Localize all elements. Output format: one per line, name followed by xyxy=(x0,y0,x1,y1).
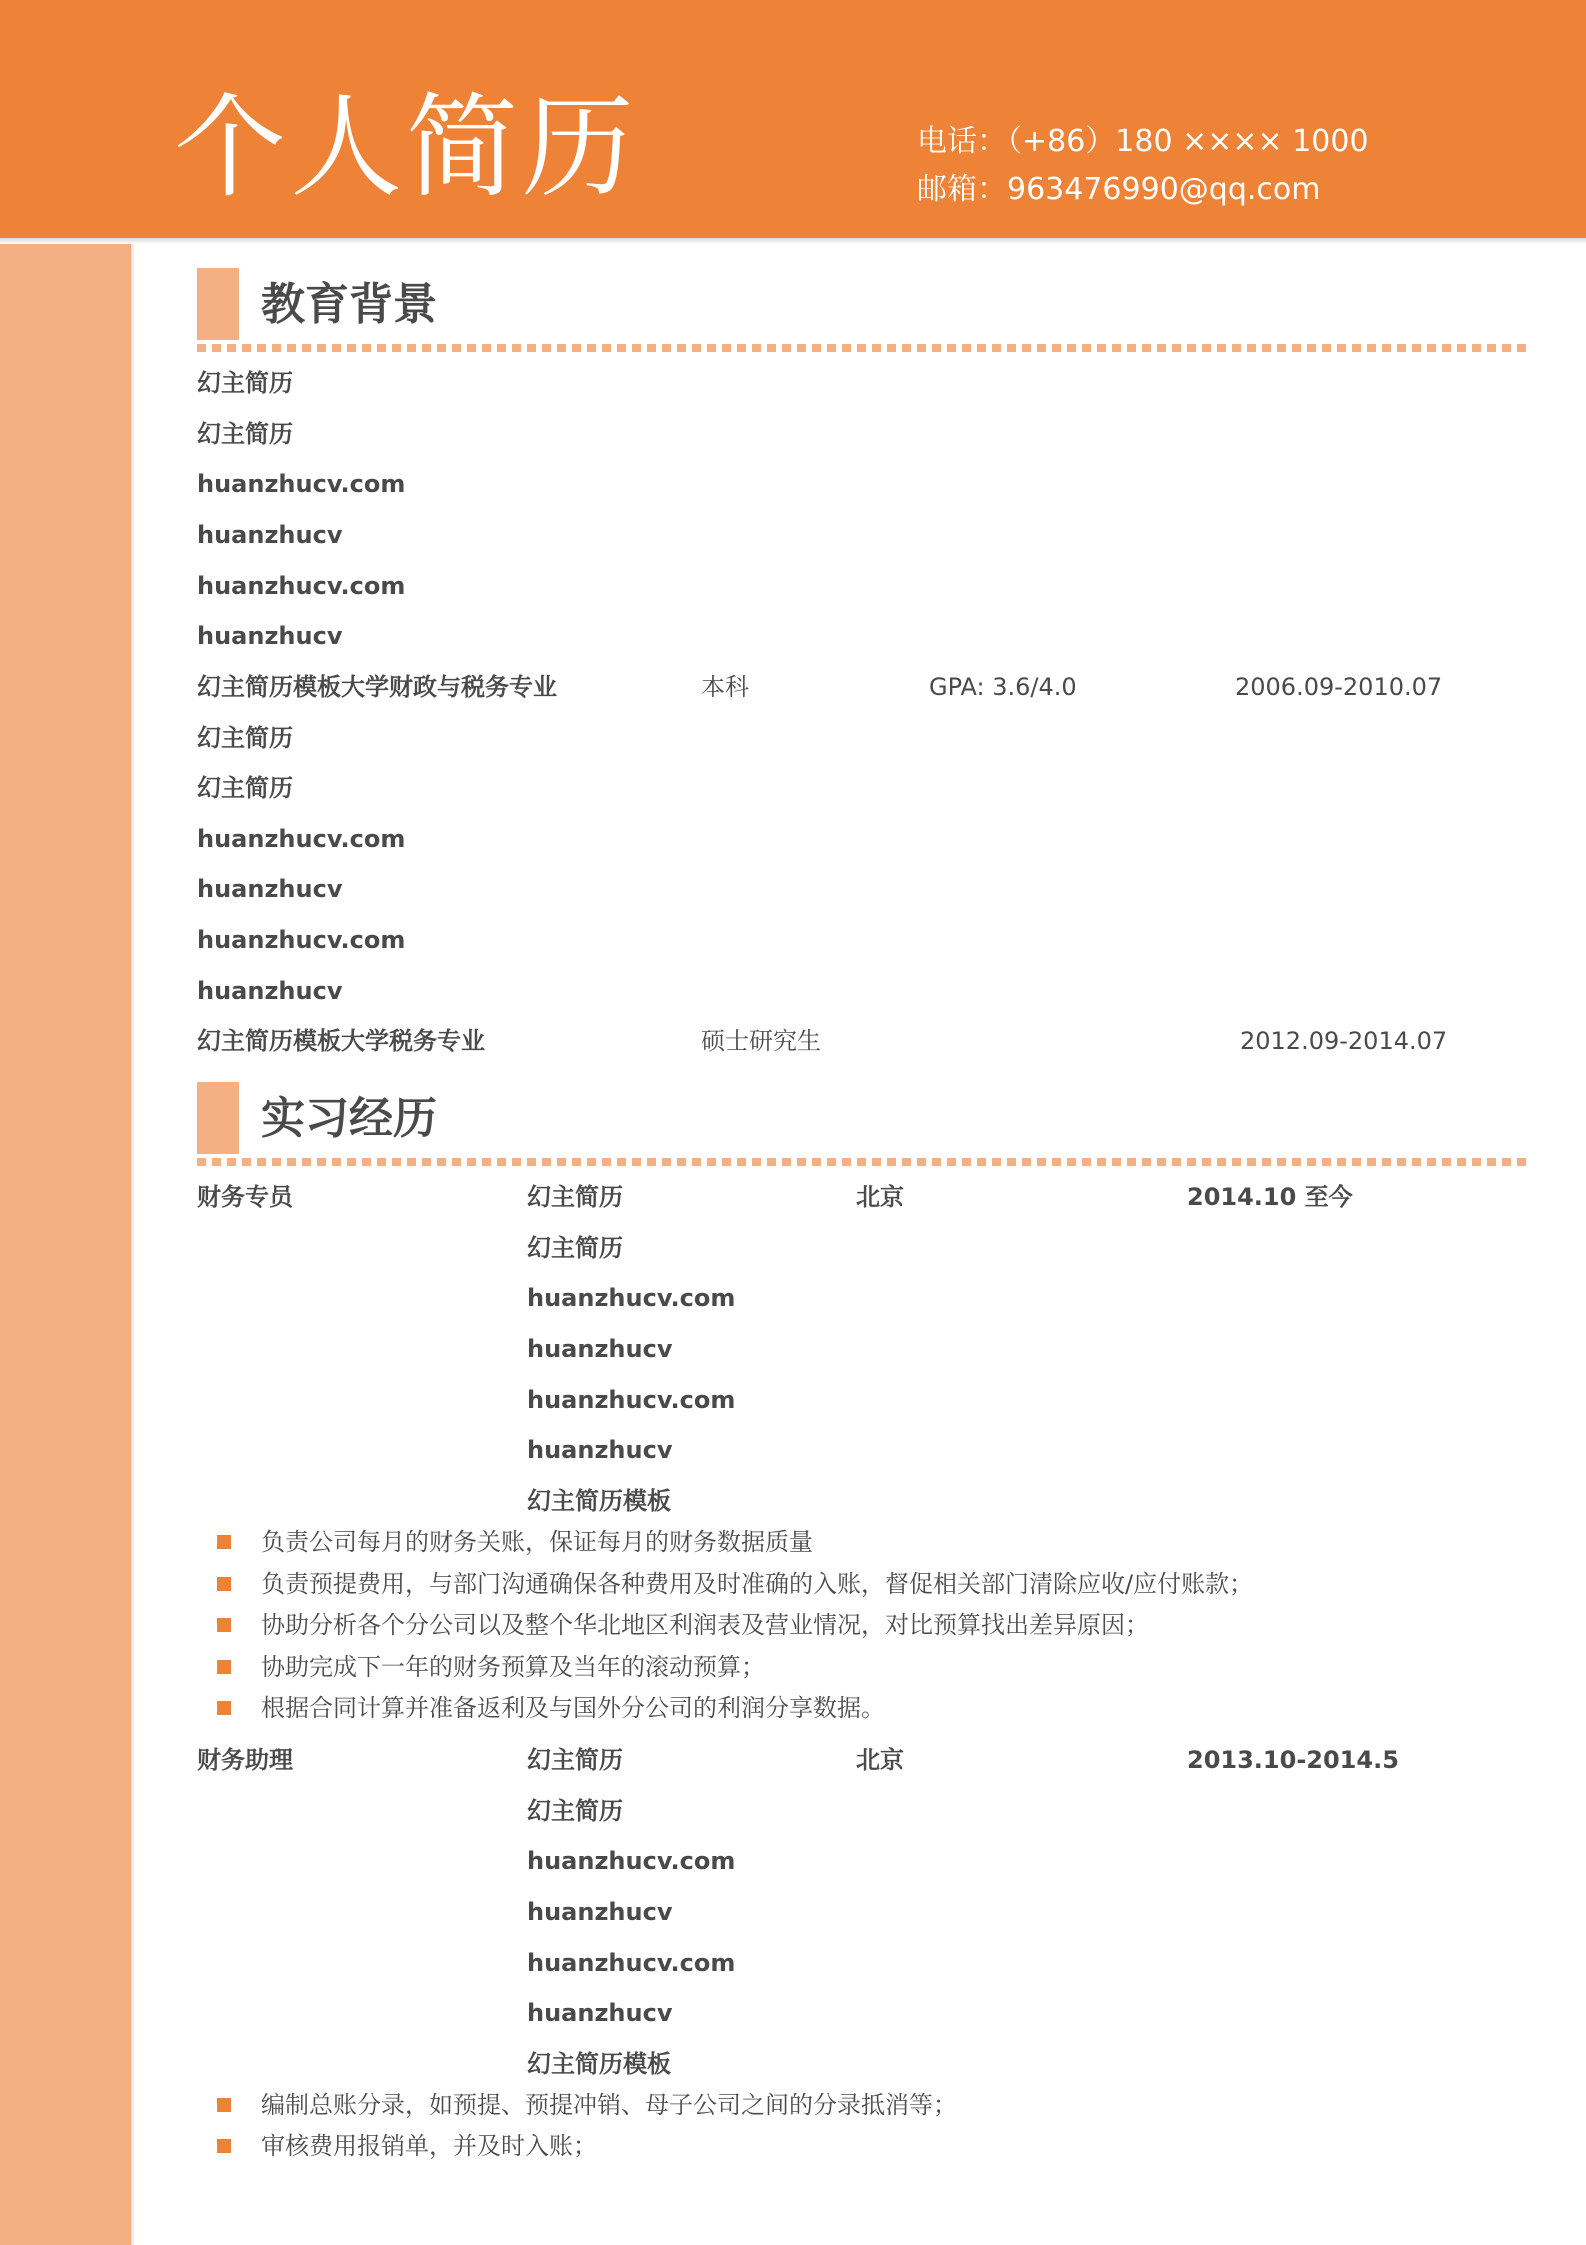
edu-period: 2012.09-2014.07 xyxy=(1240,1027,1448,1055)
header-shadow xyxy=(0,238,1586,244)
job-company-line: 幻主简历 xyxy=(527,1797,623,1825)
dotted-divider xyxy=(197,1158,1527,1166)
job-company-line: 幻主简历 xyxy=(527,1746,623,1774)
edu-detail-line: 幻主简历 xyxy=(197,724,293,752)
edu-school: 幻主简历模板大学税务专业 xyxy=(197,1027,485,1055)
section-marker xyxy=(197,1082,239,1154)
job-period: 2014.10 至今 xyxy=(1187,1183,1353,1211)
job-role: 财务助理 xyxy=(197,1746,293,1774)
job-company-line: huanzhucv xyxy=(527,1436,673,1464)
bullet-square-icon xyxy=(217,1577,231,1591)
left-sidebar-bar xyxy=(0,244,131,2245)
section-internship xyxy=(197,1082,1527,1168)
list-item-text: 根据合同计算并准备返利及与国外分公司的利润分享数据。 xyxy=(261,1694,885,1722)
edu-gpa: GPA: 3.6/4.0 xyxy=(929,673,1077,701)
list-item xyxy=(217,2087,1517,2127)
job-company-line: 幻主简历模板 xyxy=(527,1487,671,1515)
header-banner xyxy=(0,0,1586,238)
bullet-square-icon xyxy=(217,1660,231,1674)
list-item-text: 协助完成下一年的财务预算及当年的滚动预算； xyxy=(261,1653,765,1681)
edu-detail-line: 幻主简历 xyxy=(197,774,293,802)
list-item-text: 编制总账分录，如预提、预提冲销、母子公司之间的分录抵消等； xyxy=(261,2091,957,2119)
list-item xyxy=(217,1524,1517,1564)
list-item xyxy=(217,1649,1517,1689)
job-company-line: huanzhucv.com xyxy=(527,1949,736,1977)
edu-detail-line: huanzhucv.com xyxy=(197,926,406,954)
contact-phone: 电话：（+86）180 ×××× 1000 xyxy=(917,124,1369,159)
edu-detail-line: huanzhucv xyxy=(197,521,343,549)
job-company-line: 幻主简历 xyxy=(527,1183,623,1211)
job-period: 2013.10-2014.5 xyxy=(1187,1746,1399,1774)
job-company-line: 幻主简历模板 xyxy=(527,2050,671,2078)
list-item-text: 协助分析各个分公司以及整个华北地区利润表及营业情况，对比预算找出差异原因； xyxy=(261,1611,1149,1639)
contact-email: 邮箱：963476990@qq.com xyxy=(917,172,1321,207)
bullet-square-icon xyxy=(217,1618,231,1632)
bullet-square-icon xyxy=(217,1535,231,1549)
list-item-text: 负责公司每月的财务关账，保证每月的财务数据质量 xyxy=(261,1528,813,1556)
bullet-square-icon xyxy=(217,2139,231,2153)
list-item-text: 审核费用报销单，并及时入账； xyxy=(261,2132,597,2160)
bullet-square-icon xyxy=(217,1701,231,1715)
job-city: 北京 xyxy=(856,1183,904,1211)
job-company-line: huanzhucv xyxy=(527,1999,673,2027)
edu-degree: 本科 xyxy=(701,673,749,701)
edu-detail-line: huanzhucv xyxy=(197,622,343,650)
job-company-line: huanzhucv.com xyxy=(527,1847,736,1875)
job-city: 北京 xyxy=(856,1746,904,1774)
edu-school: 幻主简历模板大学财政与税务专业 xyxy=(197,673,557,701)
edu-detail-line: huanzhucv.com xyxy=(197,825,406,853)
job-role: 财务专员 xyxy=(197,1183,293,1211)
edu-detail-line: huanzhucv xyxy=(197,875,343,903)
job-company-line: huanzhucv.com xyxy=(527,1284,736,1312)
section-marker xyxy=(197,268,239,340)
edu-detail-line: huanzhucv.com xyxy=(197,470,406,498)
edu-degree: 硕士研究生 xyxy=(701,1027,821,1055)
list-item-text: 负责预提费用，与部门沟通确保各种费用及时准确的入账，督促相关部门清除应收/应付账款； xyxy=(261,1570,1254,1598)
edu-detail-line: 幻主简历 xyxy=(197,420,293,448)
list-item xyxy=(217,1690,1517,1730)
job-company-line: 幻主简历 xyxy=(527,1234,623,1262)
section-title: 实习经历 xyxy=(261,1093,437,1144)
list-item xyxy=(217,2128,1517,2168)
job-company-line: huanzhucv xyxy=(527,1335,673,1363)
list-item xyxy=(217,1607,1517,1647)
list-item xyxy=(217,1566,1517,1606)
edu-detail-line: huanzhucv xyxy=(197,977,343,1005)
edu-detail-line: huanzhucv.com xyxy=(197,572,406,600)
page-title: 个人简历 xyxy=(174,83,638,213)
dotted-divider xyxy=(197,344,1527,352)
section-title: 教育背景 xyxy=(261,279,437,330)
edu-detail-line: 幻主简历 xyxy=(197,369,293,397)
job-company-line: huanzhucv.com xyxy=(527,1386,736,1414)
section-education xyxy=(197,268,1527,354)
job-company-line: huanzhucv xyxy=(527,1898,673,1926)
sidebar-edge xyxy=(131,244,135,2245)
bullet-square-icon xyxy=(217,2098,231,2112)
edu-period: 2006.09-2010.07 xyxy=(1235,673,1443,701)
